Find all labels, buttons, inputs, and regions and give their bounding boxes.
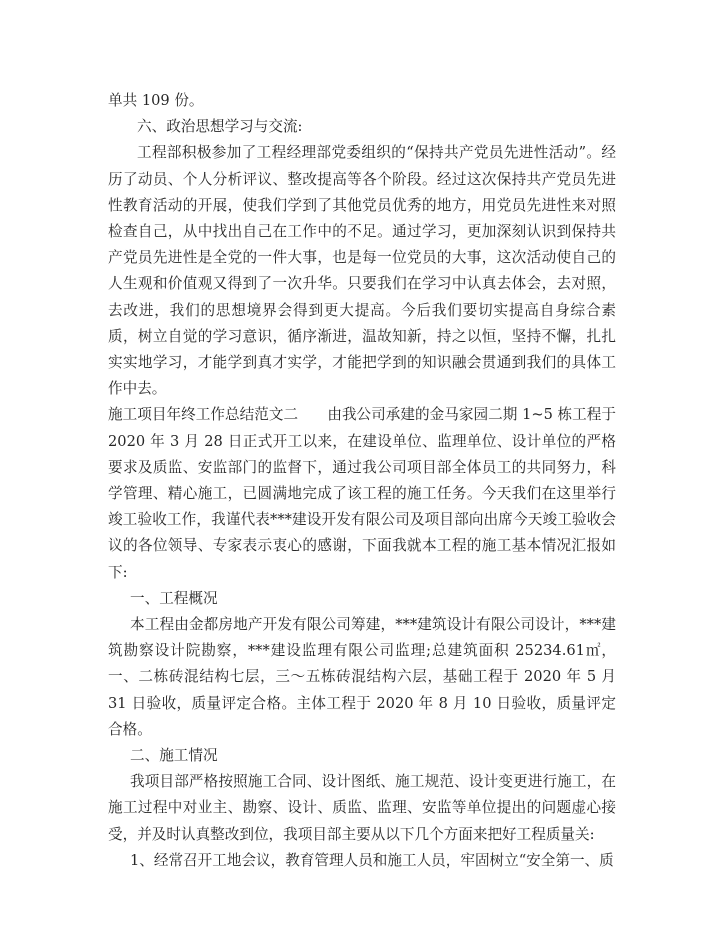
paragraph-construction-status: 我项目部严格按照施工合同、设计图纸、施工规范、设计变更进行施工，在施工过程中对业主、勘察、设计、质监、监理、安监等单位提出的问题虚心接受，并及时认真整改到位，我项目部主要从以下几个方面来把好工程质量关: [108,773,616,843]
paragraph-continuation: 单共 109 份。 [108,92,204,109]
document-body [108,88,616,874]
paragraph-item-one: 1、经常召开工地会议，教育管理人员和施工人员，牢固树立“安全第一、质 [130,851,614,869]
section-heading-construction: 二、施工情况 [130,747,218,765]
section-heading-politics: 六、政治思想学习与交流: [137,118,303,136]
paragraph-project-overview: 本工程由金都房地产开发有限公司筹建，***建筑设计有限公司设计，***建筑勘察设计院勘察，***建设监理有限公司监理;总建筑面积 25234.61㎡，一、二栋砖混结构七层，三～五栋砖混结构六层，基础工程于 2020 年 5 月 31 日验收，质量评定合格。主体工程于 2020 年 8 月 10 日验收，质量评定合格。 [108,616,616,738]
paragraph-political-study: 工程部积极参加了工程经理部党委组织的“保持共产党员先进性活动”。经历了动员、个人分析评议、整改提高等各个阶段。经过这次保持共产党员先进性教育活动的开展，使我们学到了其他党员优秀的地方，用党员先进性来对照检查自己，从中找出自己在工作中的不足。通过学习，更加深刻认识到保持共产党员先进性是全党的一件大事，也是每一位党员的大事，这次活动使自己的人生观和价值观又得到了一次升华。只要我们在学习中认真去体会，去对照，去改进，我们的思想境界会得到更大提高。今后我们要切实提高自身综合素质，树立自觉的学习意识，循序渐进，温故知新，持之以恒，坚持不懈，扎扎实实地学习，才能学到真才实学，才能把学到的知识融会贯通到我们的具体工作中去。 [108,144,616,398]
section-heading-overview: 一、工程概况 [130,589,218,607]
paragraph-sample-two-intro: 施工项目年终工作总结范文二 由我公司承建的金马家园二期 1~5 栋工程于 2020 年 3 月 28 日正式开工以来，在建设单位、监理单位、设计单位的严格要求及质监、安监部门的监督下，通过我公司项目部全体员工的共同努力，科学管理、精心施工，已圆满地完成了该工程的施工任务。今天我们在这里举行竣工验收工作，我谨代表***建设开发有限公司及项目部向出席今天竣工验收会议的各位领导、专家表示衷心的感谢，下面我就本工程的施工基本情况汇报如下: [108,406,616,581]
